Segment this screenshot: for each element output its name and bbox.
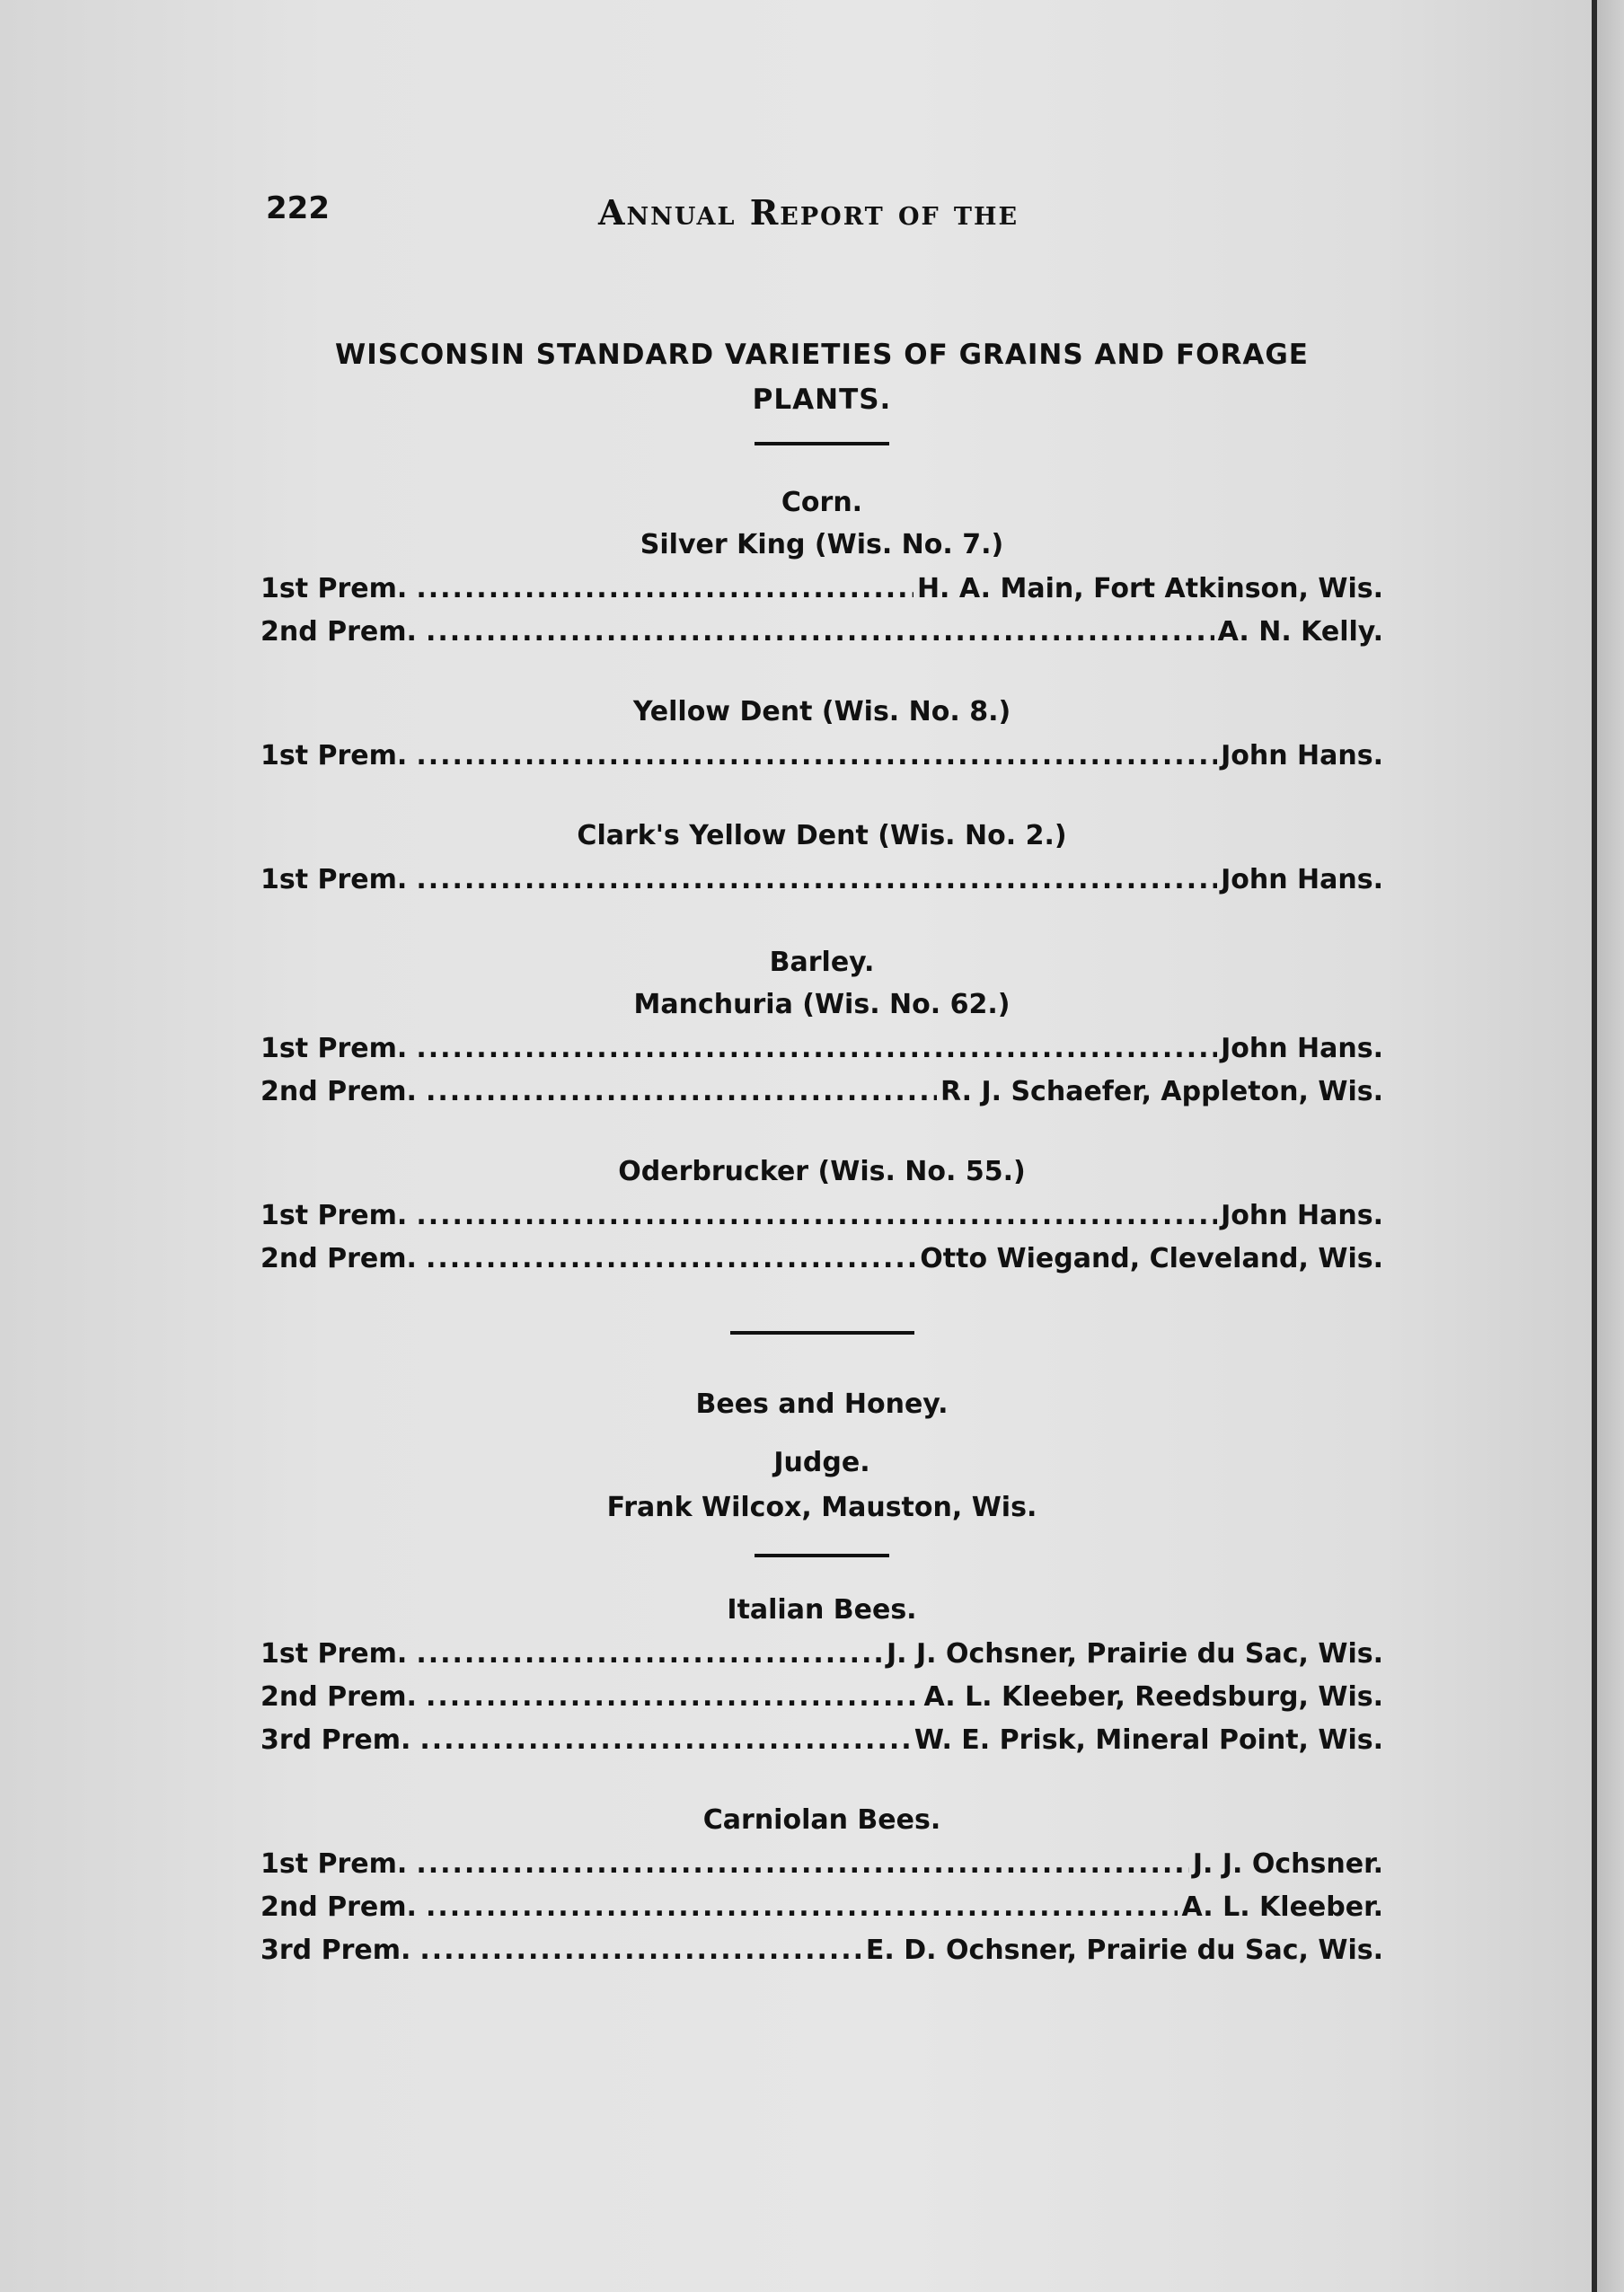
prem-label: 3rd Prem. bbox=[260, 1935, 411, 1966]
leader-dots bbox=[416, 859, 1217, 902]
leader-dots bbox=[416, 568, 914, 611]
binding-edge bbox=[1592, 0, 1597, 2292]
variety-silver-king: Silver King (Wis. No. 7.) bbox=[640, 529, 1004, 560]
leader-dots bbox=[426, 1886, 1178, 1929]
winner: A. L. Kleeber. bbox=[1181, 1891, 1383, 1923]
prem-label: 2nd Prem. bbox=[260, 1076, 417, 1107]
leader-dots bbox=[426, 1238, 916, 1281]
leader-dots bbox=[416, 1027, 1217, 1071]
prem-label: 1st Prem. bbox=[260, 1848, 408, 1880]
variety-carniolan-bees: Carniolan Bees. bbox=[702, 1804, 941, 1836]
variety-manchuria: Manchuria (Wis. No. 62.) bbox=[633, 989, 1011, 1020]
prem-label: 2nd Prem. bbox=[260, 1681, 417, 1713]
leader-dots bbox=[416, 1843, 1189, 1886]
leader-dots bbox=[426, 1071, 937, 1114]
winner: John Hans. bbox=[1221, 1200, 1383, 1231]
divider bbox=[755, 442, 889, 445]
winner: H. A. Main, Fort Atkinson, Wis. bbox=[916, 573, 1383, 604]
prem-label: 1st Prem. bbox=[260, 1033, 408, 1064]
winner: John Hans. bbox=[1221, 740, 1383, 771]
list-item bbox=[260, 1238, 1383, 1281]
leader-dots bbox=[426, 611, 1214, 654]
list-item bbox=[260, 1676, 1383, 1719]
list-item bbox=[260, 1194, 1383, 1238]
heading-corn: Corn. bbox=[781, 487, 863, 518]
winner: W. E. Prisk, Mineral Point, Wis. bbox=[914, 1724, 1383, 1756]
judge-label: Judge. bbox=[773, 1447, 870, 1478]
winner: Otto Wiegand, Cleveland, Wis. bbox=[920, 1243, 1383, 1274]
prem-label: 1st Prem. bbox=[260, 740, 408, 771]
leader-dots bbox=[416, 1633, 883, 1676]
divider bbox=[730, 1331, 914, 1335]
variety-italian-bees: Italian Bees. bbox=[727, 1594, 917, 1626]
list-item bbox=[260, 735, 1383, 778]
winner: A. N. Kelly. bbox=[1217, 616, 1383, 648]
divider bbox=[755, 1554, 889, 1557]
winner: J. J. Ochsner. bbox=[1192, 1848, 1383, 1880]
list-item bbox=[260, 568, 1383, 611]
prem-label: 1st Prem. bbox=[260, 1200, 408, 1231]
page-body bbox=[260, 332, 1383, 1972]
variety-oderbrucker: Oderbrucker (Wis. No. 55.) bbox=[618, 1156, 1026, 1187]
winner: E. D. Ochsner, Prairie du Sac, Wis. bbox=[865, 1935, 1383, 1966]
leader-dots bbox=[416, 1194, 1217, 1238]
list-item bbox=[260, 611, 1383, 654]
list-item bbox=[260, 1633, 1383, 1676]
prem-label: 2nd Prem. bbox=[260, 1891, 417, 1923]
leader-dots bbox=[419, 1929, 862, 1972]
page-number: 222 bbox=[266, 190, 330, 226]
list-item bbox=[260, 1719, 1383, 1762]
leader-dots bbox=[419, 1719, 910, 1762]
winner: J. J. Ochsner, Prairie du Sac, Wis. bbox=[887, 1638, 1383, 1670]
list-item bbox=[260, 1929, 1383, 1972]
prem-label: 1st Prem. bbox=[260, 864, 408, 895]
leader-dots bbox=[426, 1676, 921, 1719]
heading-barley: Barley. bbox=[769, 947, 875, 978]
variety-clarks-yellow-dent: Clark's Yellow Dent (Wis. No. 2.) bbox=[577, 820, 1067, 851]
judge-name: Frank Wilcox, Mauston, Wis. bbox=[606, 1492, 1037, 1523]
list-item bbox=[260, 1027, 1383, 1071]
prem-label: 1st Prem. bbox=[260, 1638, 408, 1670]
variety-yellow-dent: Yellow Dent (Wis. No. 8.) bbox=[632, 696, 1011, 727]
heading-bees: Bees and Honey. bbox=[695, 1388, 949, 1420]
section-title-line2: PLANTS. bbox=[752, 383, 892, 416]
leader-dots bbox=[416, 735, 1217, 778]
list-item bbox=[260, 1843, 1383, 1886]
prem-label: 3rd Prem. bbox=[260, 1724, 411, 1756]
winner: A. L. Kleeber, Reedsburg, Wis. bbox=[923, 1681, 1383, 1713]
list-item bbox=[260, 1071, 1383, 1114]
running-head: Annual Report of the bbox=[598, 192, 1019, 233]
page-gutter bbox=[1597, 0, 1624, 2292]
prem-label: 2nd Prem. bbox=[260, 1243, 417, 1274]
winner: John Hans. bbox=[1221, 864, 1383, 895]
prem-label: 1st Prem. bbox=[260, 573, 408, 604]
winner: R. J. Schaefer, Appleton, Wis. bbox=[940, 1076, 1383, 1107]
page-header bbox=[266, 190, 1380, 237]
winner: John Hans. bbox=[1221, 1033, 1383, 1064]
prem-label: 2nd Prem. bbox=[260, 616, 417, 648]
section-title-line1: WISCONSIN STANDARD VARIETIES OF GRAINS AND FORAGE bbox=[335, 339, 1309, 371]
list-item bbox=[260, 859, 1383, 902]
list-item bbox=[260, 1886, 1383, 1929]
